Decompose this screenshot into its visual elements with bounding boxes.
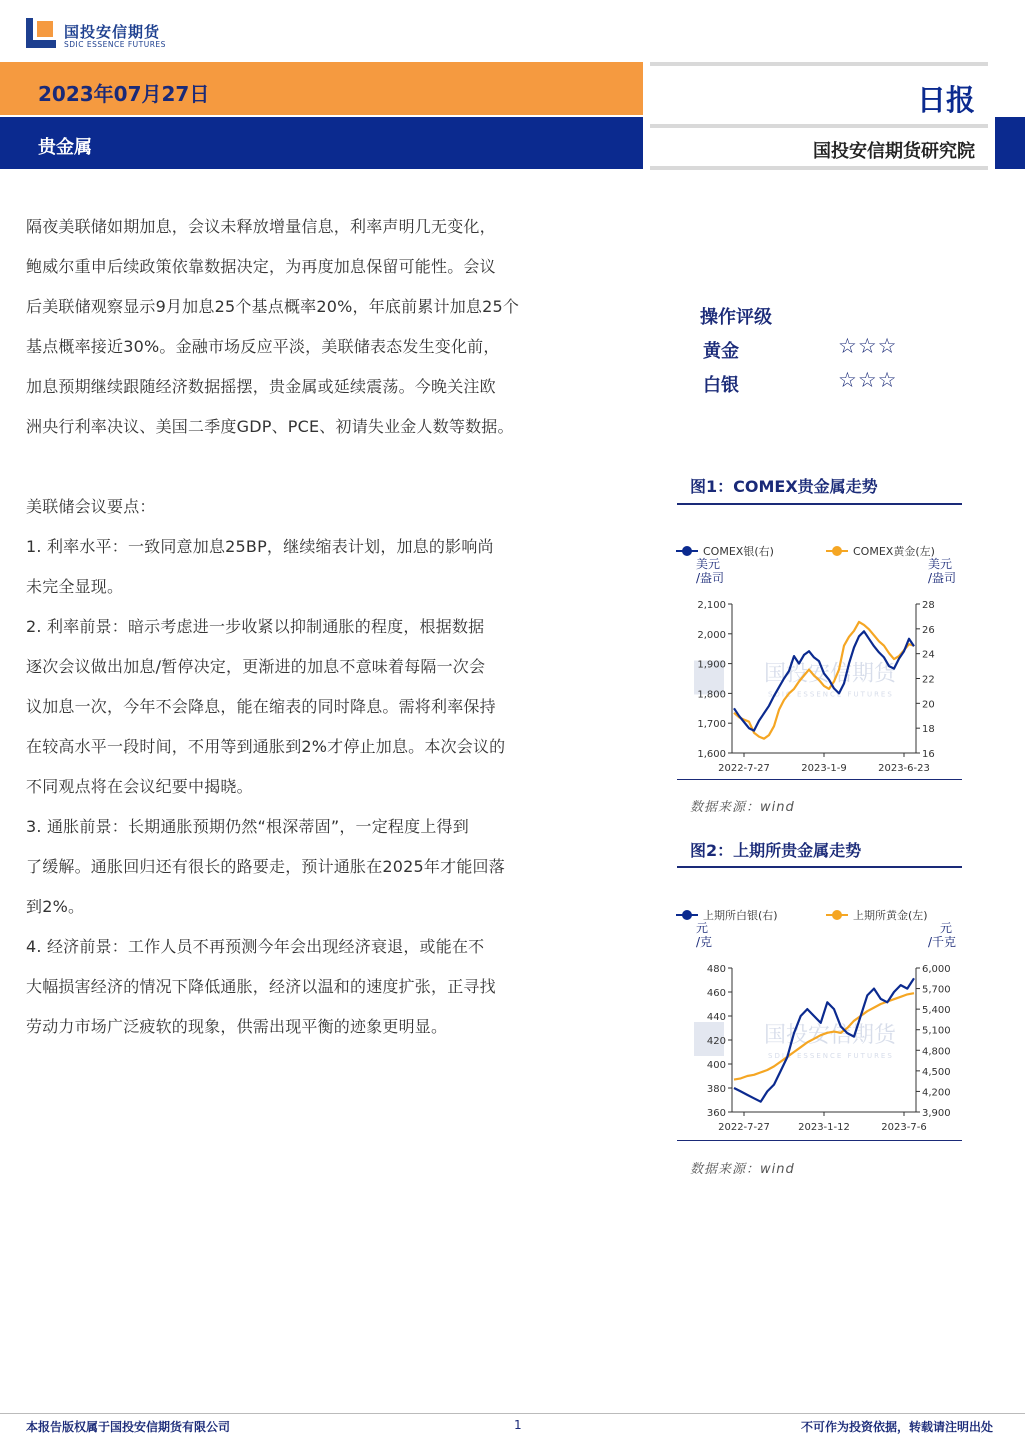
watermark-en: SDIC ESSENCE FUTURES xyxy=(768,690,894,699)
left-tick-label: 1,700 xyxy=(697,719,726,731)
left-tick-label: 1,800 xyxy=(697,689,726,701)
right-axis-unit: 美元 xyxy=(927,557,952,571)
right-tick-label: 26 xyxy=(922,624,935,636)
right-tick-label: 5,400 xyxy=(922,1005,951,1017)
right-tick-label: 22 xyxy=(922,674,935,686)
text-line: 议加息一次，今年不会降息，能在缩表的同时降息。需将利率保持 xyxy=(26,697,496,716)
legend-swatch-dot xyxy=(682,546,692,556)
x-tick-label: 2023-6-23 xyxy=(878,763,930,774)
left-tick-label: 460 xyxy=(706,988,726,999)
left-tick-label: 380 xyxy=(706,1084,726,1095)
legend-label: COMEX黄金(左) xyxy=(853,545,935,558)
text-line: 未完全显现。 xyxy=(26,577,124,596)
left-tick-label: 2,100 xyxy=(697,600,726,611)
right-tick-label: 18 xyxy=(922,724,935,736)
left-axis-unit: /盎司 xyxy=(696,571,725,585)
text-line: 到2%。 xyxy=(26,897,85,916)
left-tick-label: 400 xyxy=(706,1060,726,1071)
text-line: 大幅损害经济的情况下降低通胀，经济以温和的速度扩张，正寻找 xyxy=(26,977,496,996)
text-line: 加息预期继续跟随经济数据摇摆，贵金属或延续震荡。今晚关注欧 xyxy=(26,377,496,396)
header-divider xyxy=(650,166,988,170)
right-tick-label: 24 xyxy=(922,649,935,661)
text-line: 2. 利率前景：暗示考虑进一步收紧以抑制通胀的程度，根据数据 xyxy=(26,617,485,636)
summary-paragraph xyxy=(26,207,616,447)
figure-1-rule xyxy=(677,503,962,505)
text-line: 在较高水平一段时间，不用等到通胀到2%才停止加息。本次会议的 xyxy=(26,737,506,756)
left-tick-label: 2,000 xyxy=(697,629,726,641)
text-line: 了缓解。通胀回归还有很长的路要走，预计通胀在2025年才能回落 xyxy=(26,857,505,876)
watermark-text: 国投安信期货 xyxy=(764,1023,897,1048)
text-line: 不同观点将在会议纪要中揭晓。 xyxy=(26,777,253,796)
chart-legend xyxy=(676,544,935,558)
text-line: 1. 利率水平：一致同意加息25BP，继续缩表计划，加息的影响尚 xyxy=(26,537,494,556)
left-tick-label: 420 xyxy=(706,1036,726,1047)
right-axis-unit: 元 xyxy=(939,921,952,935)
left-tick-label: 360 xyxy=(706,1108,726,1119)
company-logo-icon xyxy=(26,18,56,48)
header-divider xyxy=(650,124,988,128)
figure-2-title: 图2：上期所贵金属走势 xyxy=(690,841,862,860)
chart-legend xyxy=(676,908,928,922)
report-type: 日报 xyxy=(916,83,975,117)
x-tick-label: 2023-7-6 xyxy=(881,1122,927,1133)
text-line: 4. 经济前景：工作人员不再预测今年会出现经济衰退，或能在不 xyxy=(26,937,485,956)
report-date: 2023年07月27日 xyxy=(38,82,210,106)
rating-stars-gold: ☆☆☆ xyxy=(838,334,898,358)
legend-label: 上期所黄金(左) xyxy=(853,909,928,922)
institute-name: 国投安信期货研究院 xyxy=(813,141,975,162)
watermark-text: 国投安信期货 xyxy=(764,661,897,687)
figure-2-rule xyxy=(677,866,962,868)
left-tick-label: 480 xyxy=(706,964,726,975)
header-category-bar xyxy=(0,117,643,169)
left-tick-label: 1,900 xyxy=(697,659,726,671)
right-tick-label: 3,900 xyxy=(922,1108,951,1119)
text-line: 基点概率接近30%。金融市场反应平淡，美联储表态发生变化前， xyxy=(26,337,500,356)
left-axis-unit: 元 xyxy=(696,921,709,935)
page-number: 1 xyxy=(514,1418,522,1432)
footer-disclaimer: 不可作为投资依据，转载请注明出处 xyxy=(800,1420,993,1434)
x-tick-label: 2022-7-27 xyxy=(718,763,770,774)
text-line: 后美联储观察显示9月加息25个基点概率20%，年底前累计加息25个 xyxy=(26,297,520,316)
figure-1-source: 数据来源：wind xyxy=(690,800,795,815)
right-tick-label: 20 xyxy=(922,699,935,711)
text-line: 劳动力市场广泛疲软的现象，供需出现平衡的迹象更明显。 xyxy=(26,1017,448,1036)
x-tick-label: 2023-1-9 xyxy=(801,763,847,774)
legend-label: COMEX银(右) xyxy=(703,545,774,558)
text-line: 洲央行利率决议、美国二季度GDP、PCE、初请失业金人数等数据。 xyxy=(26,417,514,436)
header-divider xyxy=(650,62,988,66)
shfe-chart xyxy=(670,900,970,1140)
right-tick-label: 6,000 xyxy=(922,964,951,975)
rating-stars-silver: ☆☆☆ xyxy=(838,368,898,392)
report-category: 贵金属 xyxy=(38,137,92,158)
left-tick-label: 440 xyxy=(706,1012,726,1023)
company-logo-text: 国投安信期货 xyxy=(64,23,161,41)
right-tick-label: 28 xyxy=(922,600,935,611)
figure-2-source: 数据来源：wind xyxy=(690,1162,795,1177)
text-line: 隔夜美联储如期加息，会议未释放增量信息，利率声明几无变化， xyxy=(26,217,496,236)
legend-swatch-dot xyxy=(832,546,842,556)
right-tick-label: 4,200 xyxy=(922,1087,951,1099)
left-axis-unit: /克 xyxy=(696,935,713,949)
footer-rule xyxy=(0,1413,1025,1414)
figure-2-bottom-rule xyxy=(677,1140,962,1141)
figure-1-title: 图1：COMEX贵金属走势 xyxy=(690,477,878,496)
figure-1-bottom-rule xyxy=(677,779,962,780)
right-tick-label: 5,100 xyxy=(922,1025,951,1037)
right-tick-label: 16 xyxy=(922,749,935,760)
text-line: 3. 通胀前景：长期通胀预期仍然“根深蒂固”，一定程度上得到 xyxy=(26,817,469,836)
left-tick-label: 1,600 xyxy=(697,749,726,760)
right-tick-label: 4,500 xyxy=(922,1066,951,1078)
right-axis-unit: /盎司 xyxy=(927,571,956,585)
x-tick-label: 2022-7-27 xyxy=(718,1122,770,1133)
footer-copyright: 本报告版权属于国投安信期货有限公司 xyxy=(26,1420,231,1434)
rating-title: 操作评级 xyxy=(700,307,772,328)
header-corner-block xyxy=(995,117,1025,169)
rating-label-silver: 白银 xyxy=(703,375,739,396)
right-tick-label: 4,800 xyxy=(922,1046,951,1058)
fed-points-section xyxy=(26,487,616,1047)
legend-swatch-dot xyxy=(682,910,692,920)
legend-label: 上期所白银(右) xyxy=(703,909,778,922)
x-tick-label: 2023-1-12 xyxy=(798,1122,850,1133)
section-title: 美联储会议要点： xyxy=(26,497,156,516)
right-tick-label: 5,700 xyxy=(922,984,951,996)
text-line: 鲍威尔重申后续政策依靠数据决定，为再度加息保留可能性。会议 xyxy=(26,257,496,276)
company-logo-en: SDIC ESSENCE FUTURES xyxy=(64,40,166,49)
legend-swatch-dot xyxy=(832,910,842,920)
comex-chart xyxy=(670,536,970,781)
left-axis-unit: 美元 xyxy=(696,557,721,571)
text-line: 逐次会议做出加息/暂停决定，更渐进的加息不意味着每隔一次会 xyxy=(26,657,486,676)
right-axis-unit: /千克 xyxy=(927,935,956,949)
rating-label-gold: 黄金 xyxy=(703,341,739,362)
watermark-en: SDIC ESSENCE FUTURES xyxy=(768,1052,894,1060)
